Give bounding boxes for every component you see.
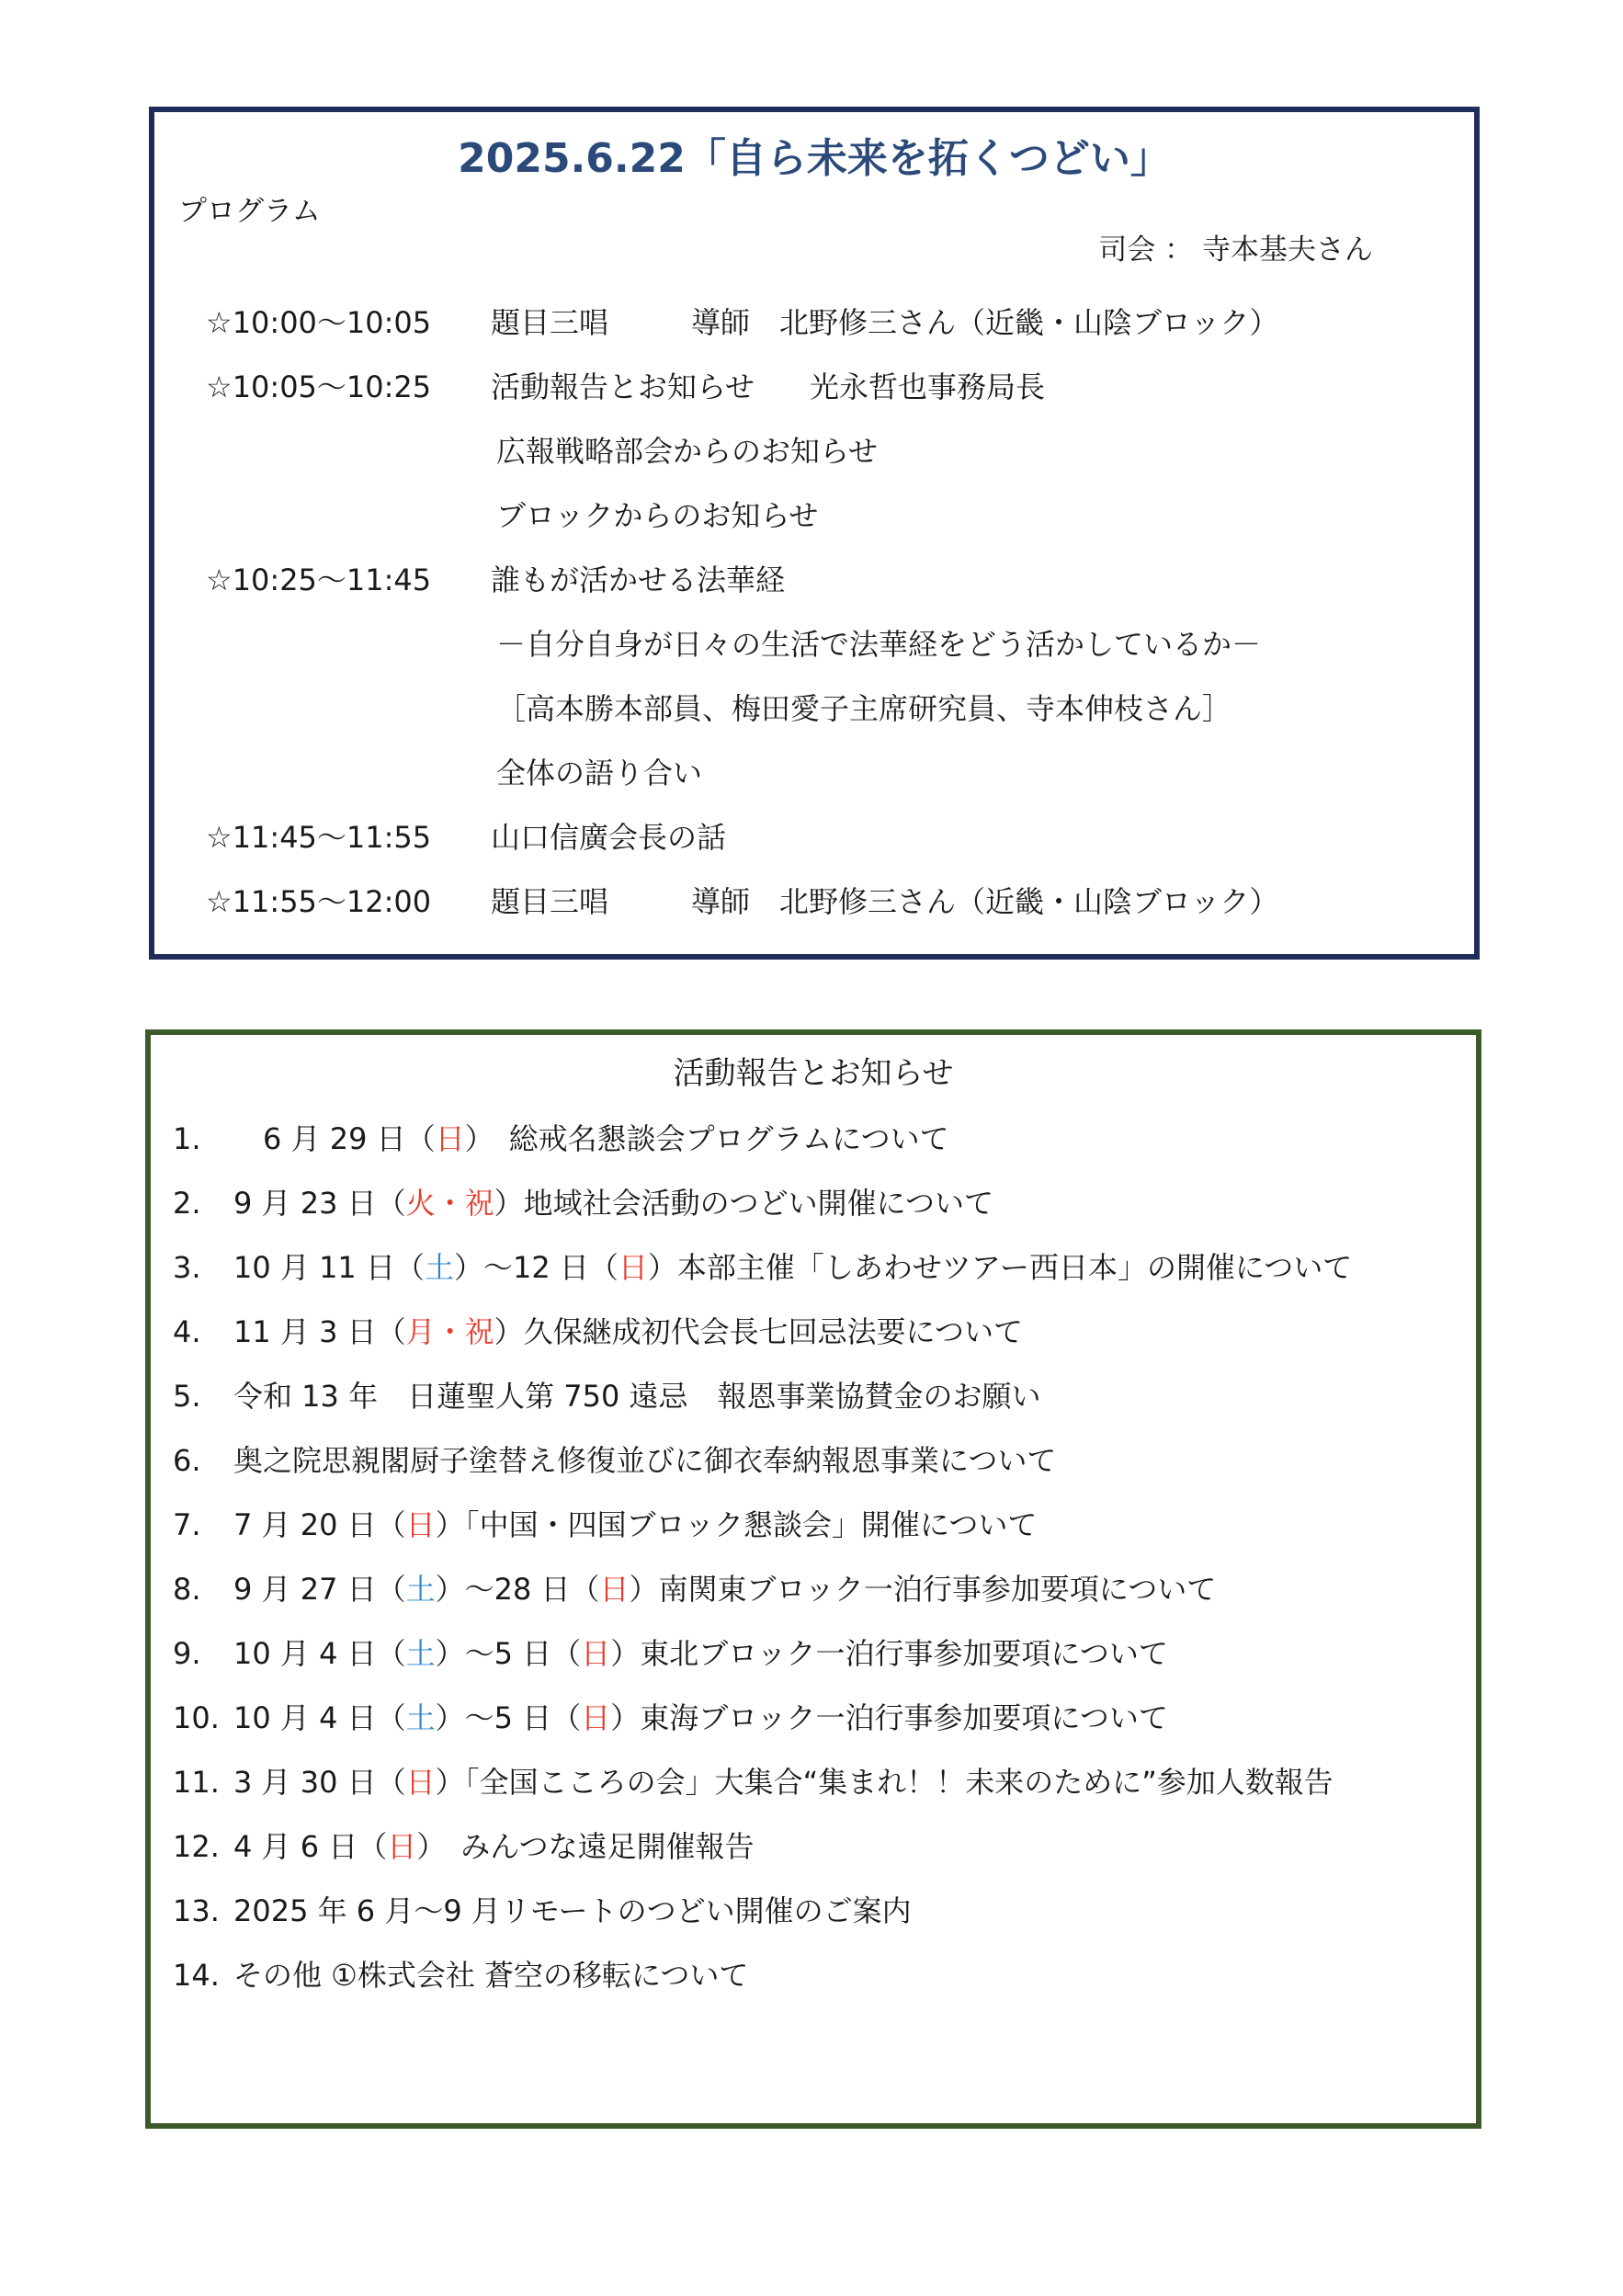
item-number: 5. — [173, 1379, 201, 1414]
item-number: 10. — [173, 1700, 220, 1735]
item-number: 6. — [173, 1443, 201, 1478]
list-item — [173, 1888, 912, 1930]
item-text: ）久保継成初代会長七回忌法要について — [494, 1314, 1023, 1349]
item-number: 9. — [173, 1636, 201, 1671]
schedule-subitem: －自分自身が日々の生活で法華経をどう活かしているか－ — [496, 627, 1262, 662]
program-label: プログラム — [178, 195, 321, 228]
list-item — [173, 1245, 1352, 1287]
weekday: 日 — [405, 1507, 436, 1542]
weekday: 日 — [618, 1250, 648, 1285]
item-number: 7. — [173, 1507, 201, 1542]
item-text: ）東北ブロック一泊行事参加要項について — [610, 1636, 1168, 1671]
weekday: 日 — [435, 1121, 465, 1156]
item-number: 14. — [173, 1958, 220, 1993]
item-number: 11. — [173, 1765, 220, 1800]
list-item — [173, 1309, 1023, 1351]
weekday: 土 — [405, 1636, 436, 1671]
weekday: 日 — [387, 1829, 417, 1864]
notices-title: 活動報告とお知らせ — [673, 1055, 954, 1092]
item-text: 10 月 4 日（ — [233, 1700, 406, 1735]
item-text: ） みんつな遠足開催報告 — [416, 1829, 755, 1864]
item-text: ）南関東ブロック一泊行事参加要項について — [629, 1572, 1217, 1607]
schedule-subitem: ［高本勝本部員、梅田愛子主席研究員、寺本伸枝さん］ — [496, 691, 1232, 726]
item-text: 11 月 3 日（ — [233, 1314, 406, 1349]
schedule-time: ☆10:25～11:45 — [206, 563, 432, 597]
item-text: ）～28 日（ — [435, 1572, 600, 1607]
schedule-title: 山口信廣会長の話 — [491, 820, 727, 855]
schedule-title: 活動報告とお知らせ — [491, 369, 755, 404]
item-text: 9 月 23 日（ — [233, 1186, 406, 1221]
item-number: 1. — [173, 1121, 201, 1156]
item-text: 4 月 6 日（ — [233, 1829, 388, 1864]
notices-box — [145, 1029, 1481, 2129]
item-number: 13. — [173, 1893, 220, 1928]
list-item — [173, 1373, 1041, 1415]
schedule-subitem: 全体の語り合い — [496, 756, 703, 790]
schedule-time: ☆11:55～12:00 — [206, 884, 432, 919]
schedule-title: 誰もが活かせる法華経 — [491, 563, 786, 597]
schedule-subitem: 広報戦略部会からのお知らせ — [496, 434, 879, 469]
list-item — [173, 1566, 1216, 1608]
weekday: 日 — [581, 1700, 611, 1735]
item-text: ）地域社会活動のつどい開催について — [494, 1186, 993, 1221]
item-text: ）東海ブロック一泊行事参加要項について — [610, 1700, 1168, 1735]
item-number: 12. — [173, 1829, 220, 1864]
item-text: 2025 年 6 月～9 月リモートのつどい開催のご案内 — [233, 1893, 912, 1928]
program-box — [149, 107, 1480, 960]
schedule-time: ☆10:00～10:05 — [206, 305, 432, 340]
schedule-title: 題目三唱 — [491, 305, 609, 340]
list-item — [173, 1759, 1334, 1802]
list-item — [173, 1180, 993, 1222]
item-number: 8. — [173, 1572, 201, 1607]
weekday: 土 — [405, 1572, 436, 1607]
item-text: 奥之院思親閣厨子塗替え修復並びに御衣奉納報恩事業について — [233, 1443, 1057, 1478]
list-item — [173, 1502, 1037, 1544]
item-text: ）本部主催「しあわせツアー西日本」の開催について — [647, 1250, 1353, 1285]
emcee-text: 司会 ： 寺本基夫さん — [1098, 233, 1373, 267]
schedule-leader: 光永哲也事務局長 — [810, 369, 1046, 404]
item-text: 7 月 20 日（ — [233, 1507, 406, 1542]
schedule-item — [206, 879, 1278, 921]
item-text: ）「全国こころの会」大集合“集まれ！！未来のために”参加人数報告 — [435, 1765, 1334, 1800]
item-text: 10 月 11 日（ — [233, 1250, 425, 1285]
item-text: ） 総戒名懇談会プログラムについて — [464, 1121, 949, 1156]
item-text: 3 月 30 日（ — [233, 1765, 406, 1800]
weekday: 日 — [599, 1572, 630, 1607]
weekday: 月・祝 — [405, 1314, 494, 1349]
list-item — [173, 1631, 1168, 1673]
weekday: 日 — [405, 1765, 436, 1800]
schedule-leader: 導師 北野修三さん（近畿・山陰ブロック） — [691, 305, 1279, 340]
page-title: 2025.6.22「自ら未来を拓くつどい」 — [458, 135, 1171, 182]
item-number: 3. — [173, 1250, 201, 1285]
item-text: 令和 13 年 日蓮聖人第 750 遠忌 報恩事業協賛金のお願い — [233, 1379, 1041, 1414]
weekday: 日 — [581, 1636, 611, 1671]
item-text: ）～5 日（ — [435, 1636, 582, 1671]
list-item — [173, 1695, 1168, 1737]
schedule-item — [206, 300, 1278, 342]
weekday: 土 — [424, 1250, 454, 1285]
schedule-subitem: ブロックからのお知らせ — [496, 498, 819, 533]
list-item — [173, 1824, 755, 1866]
schedule-time: ☆11:45～11:55 — [206, 820, 432, 855]
schedule-item — [206, 557, 785, 599]
schedule-title: 題目三唱 — [491, 884, 609, 919]
item-text: 6 月 29 日（ — [233, 1121, 436, 1156]
list-item — [173, 1438, 1056, 1480]
schedule-item — [206, 814, 726, 857]
item-text: その他 ①株式会社 蒼空の移転について — [233, 1958, 749, 1993]
item-text: ）「中国・四国ブロック懇談会」開催について — [435, 1507, 1038, 1542]
item-text: 10 月 4 日（ — [233, 1636, 406, 1671]
list-item — [173, 1116, 949, 1158]
item-text: ）～12 日（ — [453, 1250, 619, 1285]
schedule-leader: 導師 北野修三さん（近畿・山陰ブロック） — [691, 884, 1279, 919]
weekday: 火・祝 — [405, 1186, 494, 1221]
item-number: 2. — [173, 1186, 201, 1221]
weekday: 土 — [405, 1700, 436, 1735]
schedule-item — [206, 364, 1045, 406]
item-number: 4. — [173, 1314, 201, 1349]
item-text: 9 月 27 日（ — [233, 1572, 406, 1607]
schedule-time: ☆10:05～10:25 — [206, 369, 432, 404]
item-text: ）～5 日（ — [435, 1700, 582, 1735]
list-item — [173, 1952, 748, 1995]
